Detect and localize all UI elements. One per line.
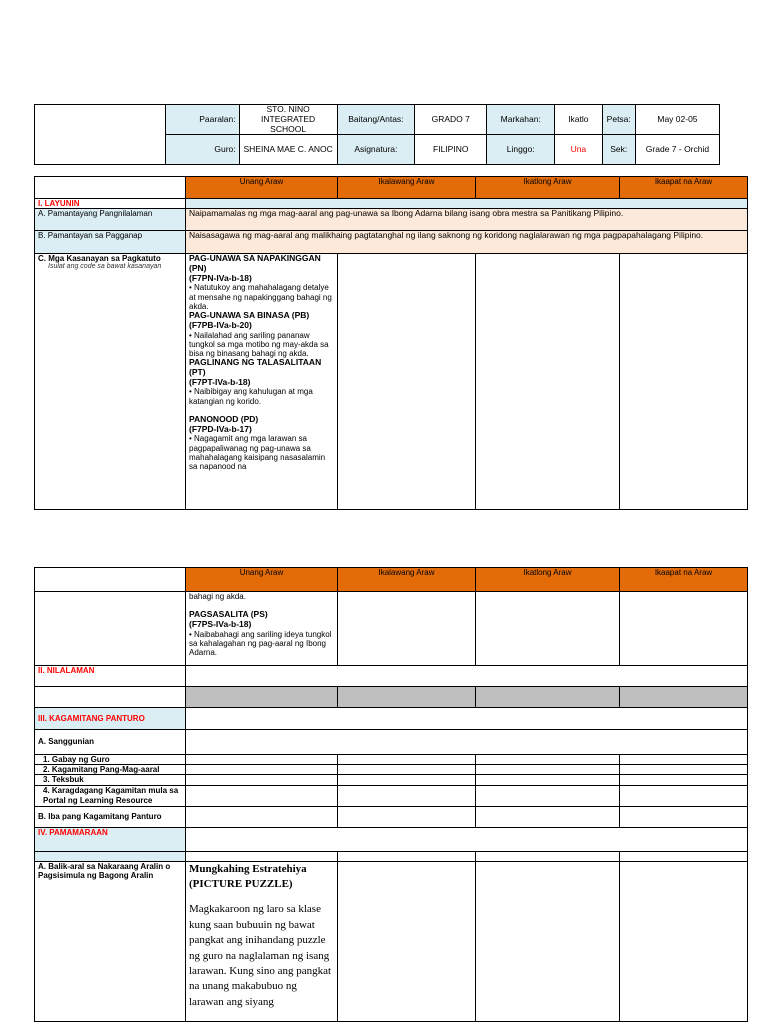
kasanayan-day2 (338, 254, 476, 510)
layunin-band (186, 199, 748, 209)
kasanayan-objectives (186, 254, 338, 510)
nilalaman-sub-label (35, 687, 186, 708)
sanggunian-label: A. Sanggunian (35, 730, 186, 755)
day-header-2-b: Ikalawang Araw (338, 568, 476, 592)
markahan-value: Ikatlo (555, 105, 602, 135)
nilalaman-day1 (186, 687, 338, 708)
pamantayang-pangnilalaman-value: Naipamamalas ng mga mag-aaral ang pag-unawa sa Ibong Adarna bilang isang obra mestra sa Panitikang Pilipino. (186, 209, 748, 231)
kagamitang-mag-aaral-day2 (338, 765, 476, 775)
pb-text: • Nailalahad ang sariling pananaw tungkol sa mga motibo ng may-akda sa bisa ng binasang bahagi ng akda. (189, 330, 329, 358)
teksbuk-day4 (620, 775, 748, 785)
header-blank-cell (35, 105, 166, 165)
day-header-2: Ikalawang Araw (338, 177, 476, 199)
nilalaman-day2 (338, 687, 476, 708)
gabay-guro-day4 (620, 755, 748, 765)
pd-text: • Nagagamit ang mga larawan sa pagpapaliwanag ng pag-unawa sa mahahalagang kaisipang nasasalamin sa napanood na (189, 434, 326, 471)
pamamaraan-heading: IV. PAMAMARAAN (35, 827, 186, 851)
continued-label-cell (35, 592, 186, 666)
iba-pang-day1 (186, 806, 338, 827)
day-header-4-b: Ikaapat na Araw (620, 568, 748, 592)
teksbuk-day3 (476, 775, 620, 785)
kagamitang-value (186, 708, 748, 730)
karagdagang-day3 (476, 785, 620, 806)
iba-pang-kagamitan-label: B. Iba pang Kagamitang Panturo (35, 806, 186, 827)
kagamitang-mag-aaral-day3 (476, 765, 620, 775)
day-header-1: Unang Araw (186, 177, 338, 199)
sek-value: Grade 7 - Orchid (635, 135, 719, 165)
day-header-3-b: Ikatlong Araw (476, 568, 620, 592)
iba-pang-day2 (338, 806, 476, 827)
day-header-blank (35, 177, 186, 199)
strategy-cell (186, 861, 338, 1021)
pn-title: PAG-UNAWA SA NAPAKINGGAN (PN) (189, 253, 321, 273)
kagamitang-mag-aaral-label: 2. Kagamitang Pang-Mag-aaral (35, 765, 186, 775)
continued-day4 (620, 592, 748, 666)
pamamaraan-band-day3 (476, 851, 620, 861)
kagamitang-mag-aaral-day4 (620, 765, 748, 775)
pamantayan-pagganap-value: Naisasagawa ng mag-aaral ang malikhaing pagtatanghal ng ilang saknong ng koridong naglalarawan ng mga pagpapahalagang Pilipino. (186, 231, 748, 254)
balik-aral-day2 (338, 861, 476, 1021)
paaralan-value: STO. NINO INTEGRATED SCHOOL (239, 105, 337, 135)
karagdagang-day1 (186, 785, 338, 806)
gabay-guro-label: 1. Gabay ng Guro (35, 755, 186, 765)
karagdagang-day4 (620, 785, 748, 806)
pamamaraan-value (186, 827, 748, 851)
day-header-3: Ikatlong Araw (476, 177, 620, 199)
lesson-table-2 (34, 567, 748, 1022)
ps-text: • Naibabahagi ang sariling ideya tungkol sa kahalagahan ng pag-aaral ng Ibong Adarna. (189, 629, 332, 658)
nilalaman-day3 (476, 687, 620, 708)
nilalaman-heading: II. NILALAMAN (35, 666, 186, 687)
sanggunian-value (186, 730, 748, 755)
gabay-guro-day2 (338, 755, 476, 765)
balik-aral-label: A. Balik-aral sa Nakaraang Aralin o Pagsisimula ng Bagong Aralin (35, 861, 186, 1021)
ps-code: (F7PS-IVa-b-18) (189, 618, 252, 629)
balik-aral-day3 (476, 861, 620, 1021)
pn-text: • Natutukoy ang mahahalagang detalye at mensahe ng napakinggang bahagi ng akda. (189, 283, 332, 311)
paaralan-label: Paaralan: (166, 105, 239, 135)
baitang-value: GRADO 7 (415, 105, 487, 135)
kagamitang-heading: III. KAGAMITANG PANTURO (35, 708, 186, 730)
teksbuk-label: 3. Teksbuk (35, 775, 186, 785)
strategy-text: Magkakaroon ng laro sa klase kung saan bubuuin ng bawat pangkat ang inihandang puzzle ng guro na naglalaman ng isang larawan. Kung sino ang pangkat na unang makabubuo ng larawan ang siyang (189, 903, 332, 1008)
kasanayan-day3 (476, 254, 620, 510)
iba-pang-day3 (476, 806, 620, 827)
petsa-label: Petsa: (602, 105, 635, 135)
pd-code: (F7PD-IVa-b-17) (189, 423, 252, 434)
baitang-label: Baitang/Antas: (337, 105, 415, 135)
kagamitang-mag-aaral-day1 (186, 765, 338, 775)
pt-text: • Naibibigay ang kahulugan at mga katangian ng korido. (189, 387, 313, 406)
pamamaraan-band-day1 (186, 851, 338, 861)
guro-label: Guro: (166, 135, 239, 165)
petsa-value: May 02-05 (635, 105, 719, 135)
lesson-table-1 (34, 176, 748, 510)
pamamaraan-band-label (35, 851, 186, 861)
day-header-4: Ikaapat na Araw (620, 177, 748, 199)
gabay-guro-day3 (476, 755, 620, 765)
kasanayan-label-cell (35, 254, 186, 510)
pt-code: (F7PT-IVa-b-18) (189, 376, 251, 387)
balik-aral-day4 (620, 861, 748, 1021)
nilalaman-value (186, 666, 748, 687)
karagdagang-kagamitan-label: 4. Karagdagang Kagamitan mula sa Portal ng Learning Resource (35, 785, 186, 806)
header-table (34, 104, 720, 165)
pd-title: PANONOOD (PD) (189, 413, 259, 424)
linggo-value: Una (555, 135, 602, 165)
continued-day3 (476, 592, 620, 666)
nilalaman-day4 (620, 687, 748, 708)
iba-pang-day4 (620, 806, 748, 827)
pb-code: (F7PB-IVa-b-20) (189, 319, 252, 330)
day-header-blank-2 (35, 568, 186, 592)
kasanayan-label: C. Mga Kasanayan sa Pagkatuto (38, 254, 161, 264)
sek-label: Sek: (602, 135, 635, 165)
layunin-heading: I. LAYUNIN (35, 199, 186, 209)
pb-title: PAG-UNAWA SA BINASA (PB) (189, 310, 310, 321)
continued-text: bahagi ng akda. (189, 592, 246, 601)
pt-title: PAGLINANG NG TALASALITAAN (PT) (189, 357, 322, 377)
asignatura-value: FILIPINO (415, 135, 487, 165)
day-header-1-b: Unang Araw (186, 568, 338, 592)
pamantayan-pagganap-label: B. Pamantayan sa Pagganap (35, 231, 186, 254)
continued-day2 (338, 592, 476, 666)
gabay-guro-day1 (186, 755, 338, 765)
kasanayan-day4 (620, 254, 748, 510)
pamamaraan-band-day4 (620, 851, 748, 861)
guro-value: SHEINA MAE C. ANOC (239, 135, 337, 165)
teksbuk-day1 (186, 775, 338, 785)
strategy-title: Mungkahing Estratehiya (PICTURE PUZZLE) (189, 862, 307, 890)
markahan-label: Markahan: (487, 105, 555, 135)
asignatura-label: Asignatura: (337, 135, 415, 165)
ps-title: PAGSASALITA (PS) (189, 609, 268, 620)
continued-objectives (186, 592, 338, 666)
linggo-label: Linggo: (487, 135, 555, 165)
teksbuk-day2 (338, 775, 476, 785)
pamamaraan-band-day2 (338, 851, 476, 861)
pn-code: (F7PN-IVa-b-18) (189, 272, 252, 283)
pamantayang-pangnilalaman-label: A. Pamantayang Pangnilalaman (35, 209, 186, 231)
karagdagang-day2 (338, 785, 476, 806)
kasanayan-note: Isulat ang code sa bawat kasanayan (48, 263, 162, 271)
